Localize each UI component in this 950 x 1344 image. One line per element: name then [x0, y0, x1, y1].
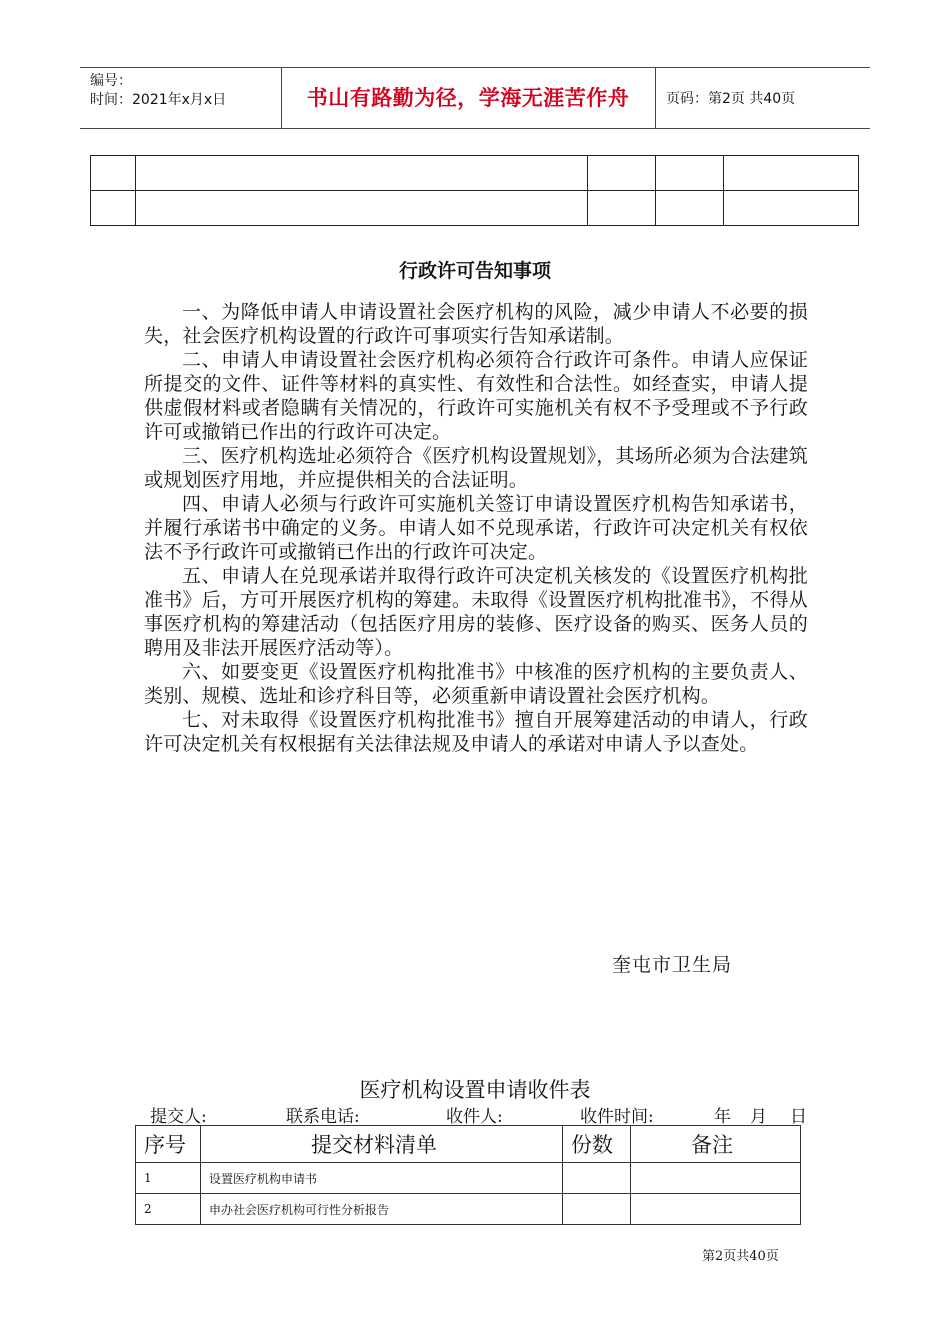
notice-body: [144, 300, 808, 756]
row-note: [631, 1163, 801, 1194]
header-page-info: 页码：第2页 共40页: [666, 91, 796, 107]
table-cell: [724, 191, 859, 226]
notice-paragraph-2: 二、申请人申请设置社会医疗机构必须符合行政许可条件。申请人应保证所提交的文件、证件等材料的真实性、有效性和合法性。如经查实，申请人提供虚假材料或者隐瞒有关情况的，行政许可实施机关有权不予受理或不予行政许可或撤销已作出的行政许可决定。: [144, 349, 808, 443]
table-row: [136, 1163, 801, 1194]
table-cell: [91, 156, 136, 191]
row-number: 2: [136, 1194, 201, 1225]
day-label: 日: [790, 1107, 807, 1127]
notice-paragraph-6: 六、如要变更《设置医疗机构批准书》中核准的医疗机构的主要负责人、类别、规模、选址和诊疗科目等，必须重新申请设置社会医疗机构。: [144, 661, 808, 707]
column-header-no: 序号: [136, 1126, 201, 1163]
notice-paragraph-3: 三、医疗机构选址必须符合《医疗机构设置规划》，其场所必须为合法建筑或规划医疗用地，并应提供相关的合法证明。: [144, 445, 808, 491]
notice-paragraph-1: 一、为降低申请人申请设置社会医疗机构的风险，减少申请人不必要的损失，社会医疗机构设置的行政许可事项实行告知承诺制。: [144, 301, 808, 347]
row-number: 1: [136, 1163, 201, 1194]
table-cell: [136, 156, 588, 191]
receipt-table: [135, 1125, 801, 1225]
form-title: 医疗机构设置申请收件表: [359, 1078, 591, 1102]
submitter-label: 提交人:: [150, 1107, 207, 1127]
row-note: [631, 1194, 801, 1225]
header-meta: [90, 72, 226, 110]
header-top-rule: [80, 67, 870, 68]
table-cell: [656, 191, 724, 226]
column-header-notes: 备注: [631, 1126, 801, 1163]
table-row: [91, 156, 859, 191]
table-cell: [588, 191, 656, 226]
header-bottom-rule: [80, 128, 870, 129]
row-item: 设置医疗机构申请书: [201, 1163, 563, 1194]
notice-paragraph-7: 七、对未取得《设置医疗机构批准书》擅自开展筹建活动的申请人，行政许可决定机关有权根据有关法律法规及申请人的承诺对申请人予以查处。: [144, 709, 808, 755]
notice-title: 行政许可告知事项: [398, 260, 551, 282]
issuer-signature: 奎屯市卫生局: [612, 954, 733, 976]
column-header-copies: 份数: [563, 1126, 631, 1163]
receive-time-label: 收件时间:: [580, 1107, 654, 1127]
row-copies: [563, 1163, 631, 1194]
row-item: 申办社会医疗机构可行性分析报告: [201, 1194, 563, 1225]
table-cell: [656, 156, 724, 191]
table-cell: [724, 156, 859, 191]
notice-paragraph-5: 五、申请人在兑现承诺并取得行政许可决定机关核发的《设置医疗机构批准书》后，方可开展医疗机构的筹建。未取得《设置医疗机构批准书》，不得从事医疗机构的筹建活动（包括医疗用房的装修、医疗设备的购买、医务人员的聘用及非法开展医疗活动等）。: [144, 565, 808, 659]
table-header-row: [136, 1126, 801, 1163]
year-label: 年: [714, 1107, 731, 1127]
column-header-materials: 提交材料清单: [201, 1126, 563, 1163]
page-footer: 第2页共40页: [702, 1249, 779, 1264]
table-row: [136, 1194, 801, 1225]
continued-table: [90, 155, 859, 226]
notice-paragraph-4: 四、申请人必须与行政许可实施机关签订申请设置医疗机构告知承诺书，并履行承诺书中确定的义务。申请人如不兑现承诺，行政许可决定机关有权依法不予行政许可或撤销已作出的行政许可决定。: [144, 493, 808, 563]
header-time-label: 时间：2021年x月x日: [90, 92, 227, 108]
phone-label: 联系电话:: [286, 1107, 360, 1127]
receiver-label: 收件人:: [446, 1107, 503, 1127]
header-number-label: 编号：: [90, 73, 132, 89]
table-cell: [588, 156, 656, 191]
table-cell: [91, 191, 136, 226]
table-row: [91, 191, 859, 226]
table-cell: [136, 191, 588, 226]
month-label: 月: [750, 1107, 767, 1127]
header-divider-right: [655, 67, 656, 129]
header-motto: 书山有路勤为径，学海无涯苦作舟: [306, 86, 630, 110]
row-copies: [563, 1194, 631, 1225]
